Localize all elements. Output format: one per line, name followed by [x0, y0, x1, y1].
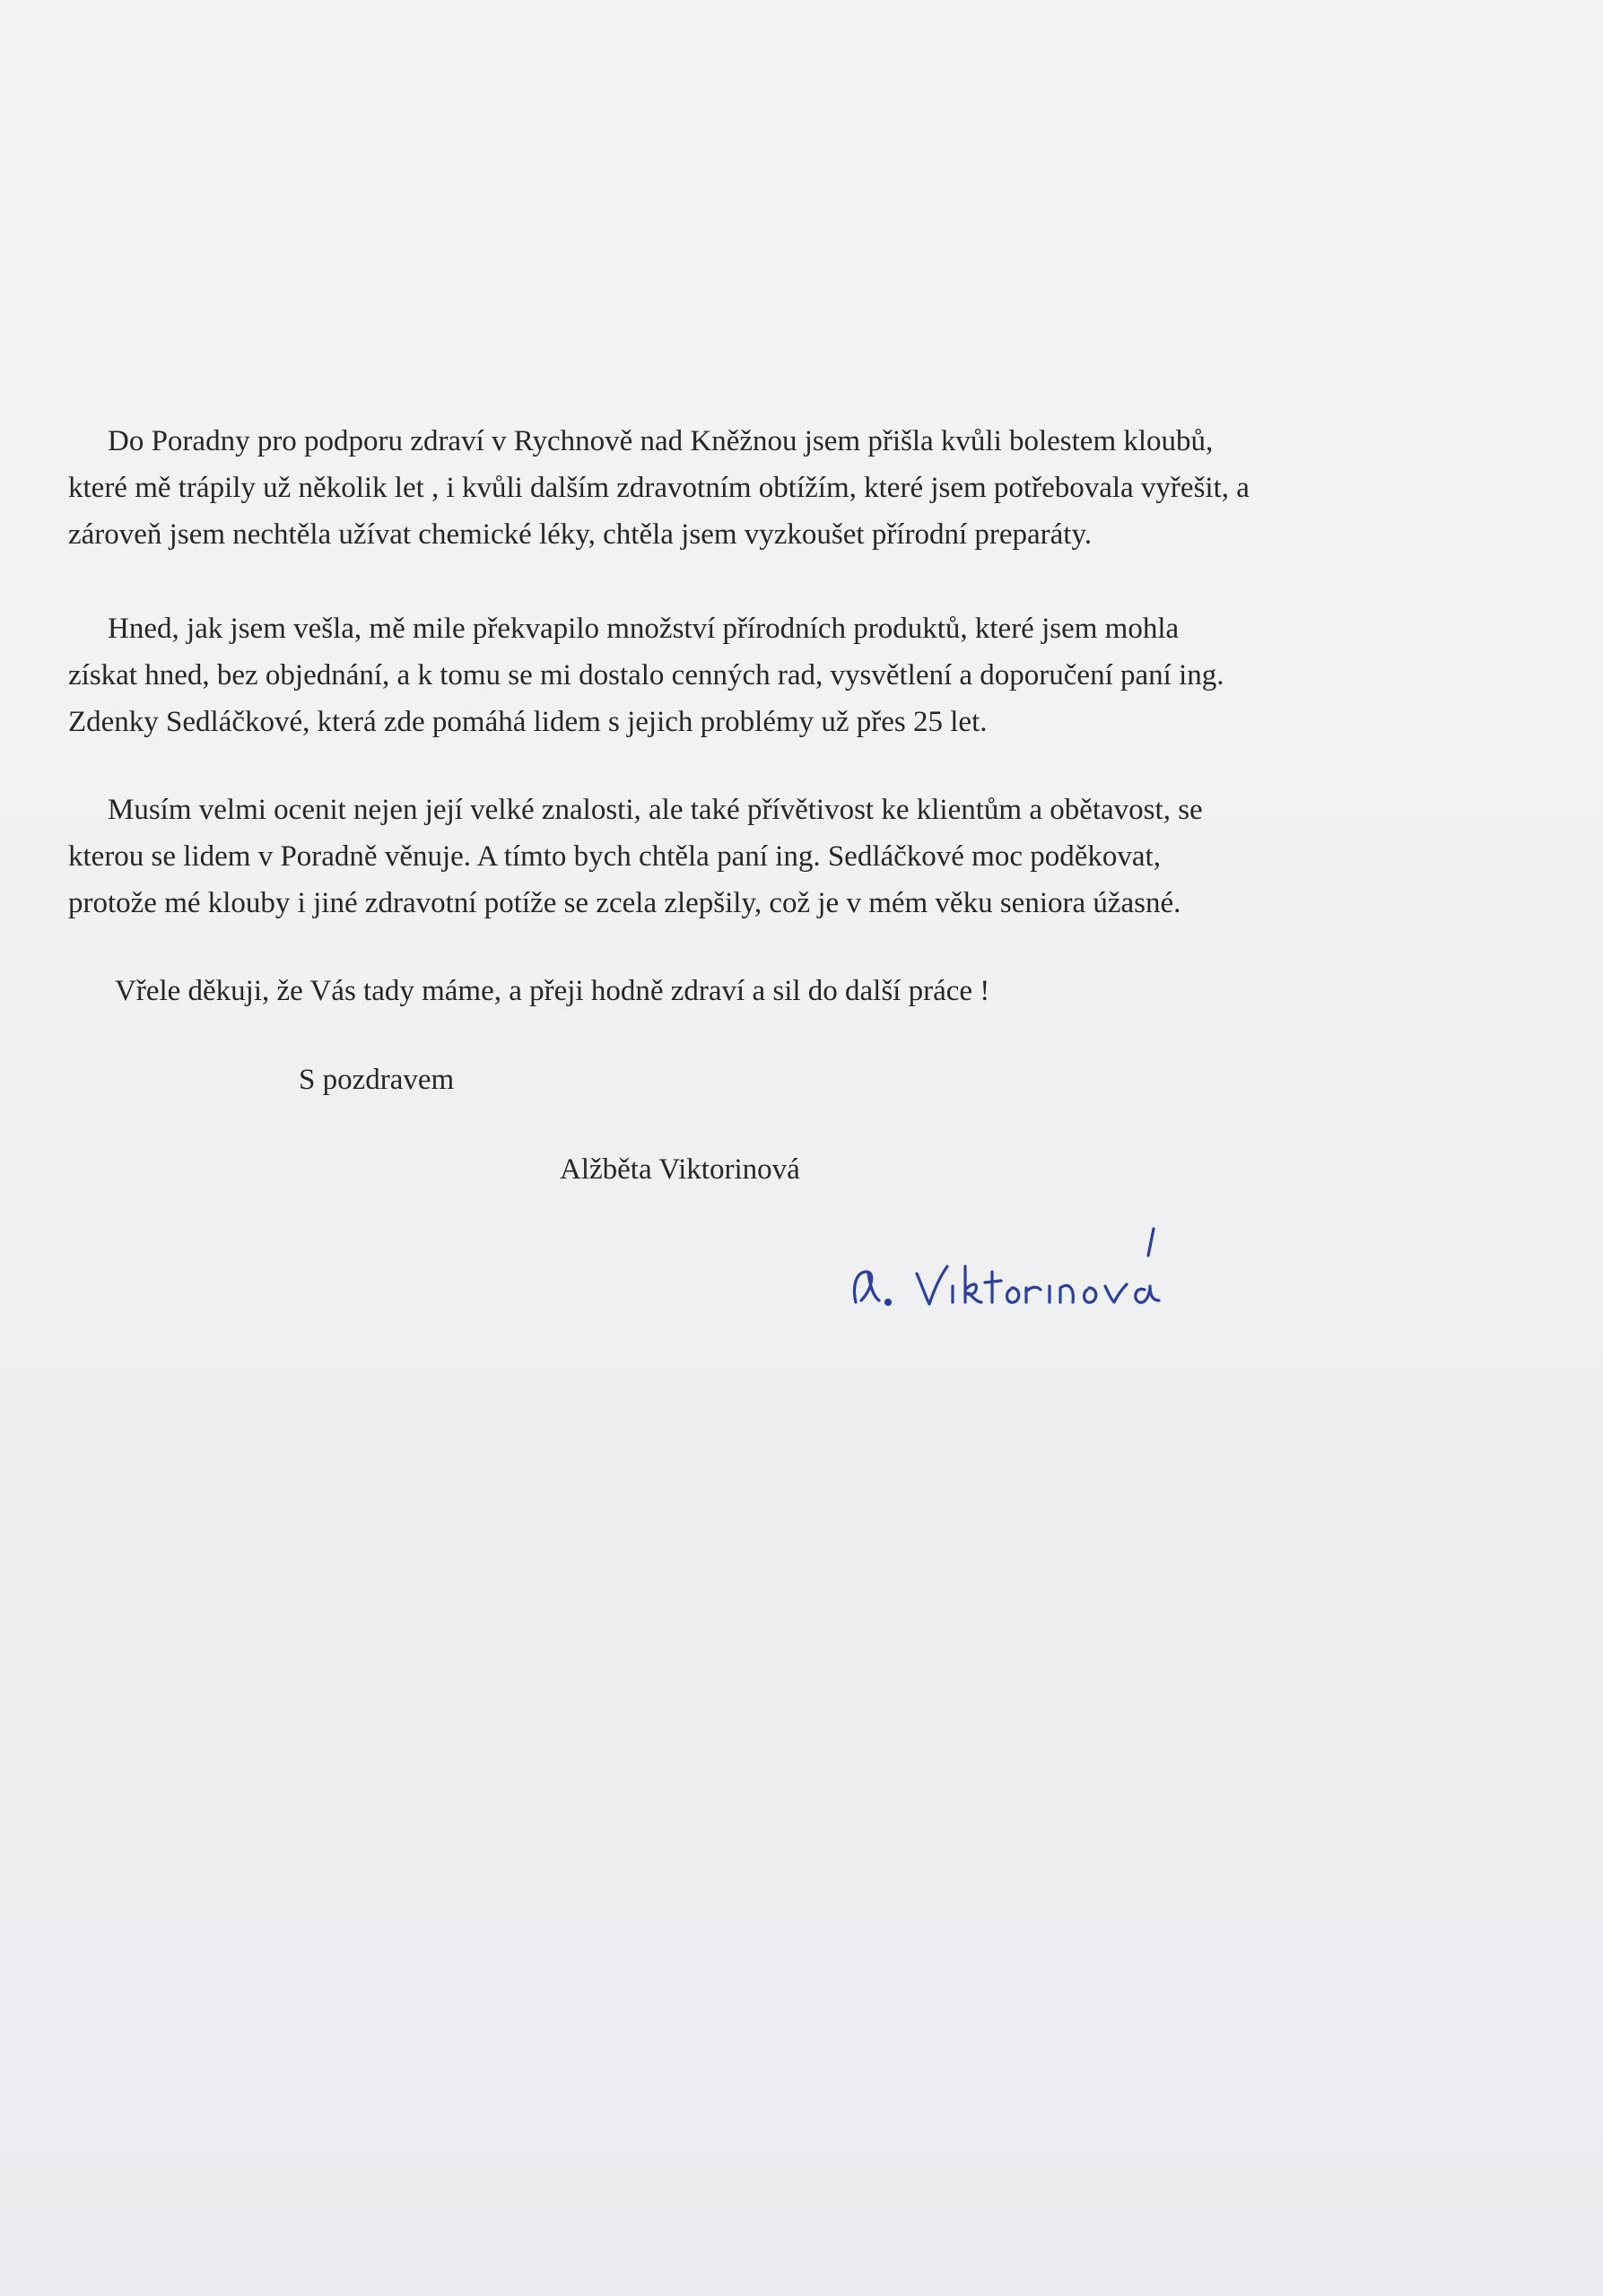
- paragraph-4: [115, 968, 1514, 1014]
- paragraph-line: Zdenky Sedláčkové, která zde pomáhá lidem s jejich problémy už přes 25 let.: [68, 706, 988, 738]
- paragraph-line: protože mé klouby i jiné zdravotní potíže se zcela zlepšily, což je v mém věku seniora úžasné.: [68, 887, 1181, 919]
- paragraph-line: kterou se lidem v Poradně věnuje. A tímto bych chtěla paní ing. Sedláčkové moc poděkovat,: [68, 840, 1161, 873]
- handwritten-signature: [834, 1193, 1238, 1327]
- paragraph-line: zároveň jsem nechtěla užívat chemické léky, chtěla jsem vyzkoušet přírodní preparáty.: [68, 518, 1093, 551]
- closing-greeting: S pozdravem: [299, 1064, 455, 1096]
- paragraph-line: Hned, jak jsem vešla, mě mile překvapilo množství přírodních produktů, které jsem mohla: [108, 613, 1180, 645]
- paragraph-3: [68, 787, 1468, 926]
- paragraph-2: [68, 605, 1468, 745]
- paragraph-1: [68, 418, 1468, 558]
- paragraph-line: Musím velmi ocenit nejen její velké znalosti, ale také přívětivost ke klientům a obětavost, se: [108, 794, 1203, 826]
- paragraph-line: které mě trápily už několik let , i kvůli dalším zdravotním obtížím, které jsem potřebovala vyřešit, a: [68, 472, 1250, 504]
- paragraph-line: Vřele děkuji, že Vás tady máme, a přeji hodně zdraví a sil do další práce !: [115, 975, 990, 1007]
- paragraph-line: získat hned, bez objednání, a k tomu se mi dostalo cenných rad, vysvětlení a doporučení paní ing.: [68, 659, 1224, 691]
- paragraph-line: Do Poradny pro podporu zdraví v Rychnově nad Kněžnou jsem přišla kvůli bolestem kloubů,: [108, 425, 1214, 457]
- author-name: Alžběta Viktorinová: [560, 1153, 800, 1186]
